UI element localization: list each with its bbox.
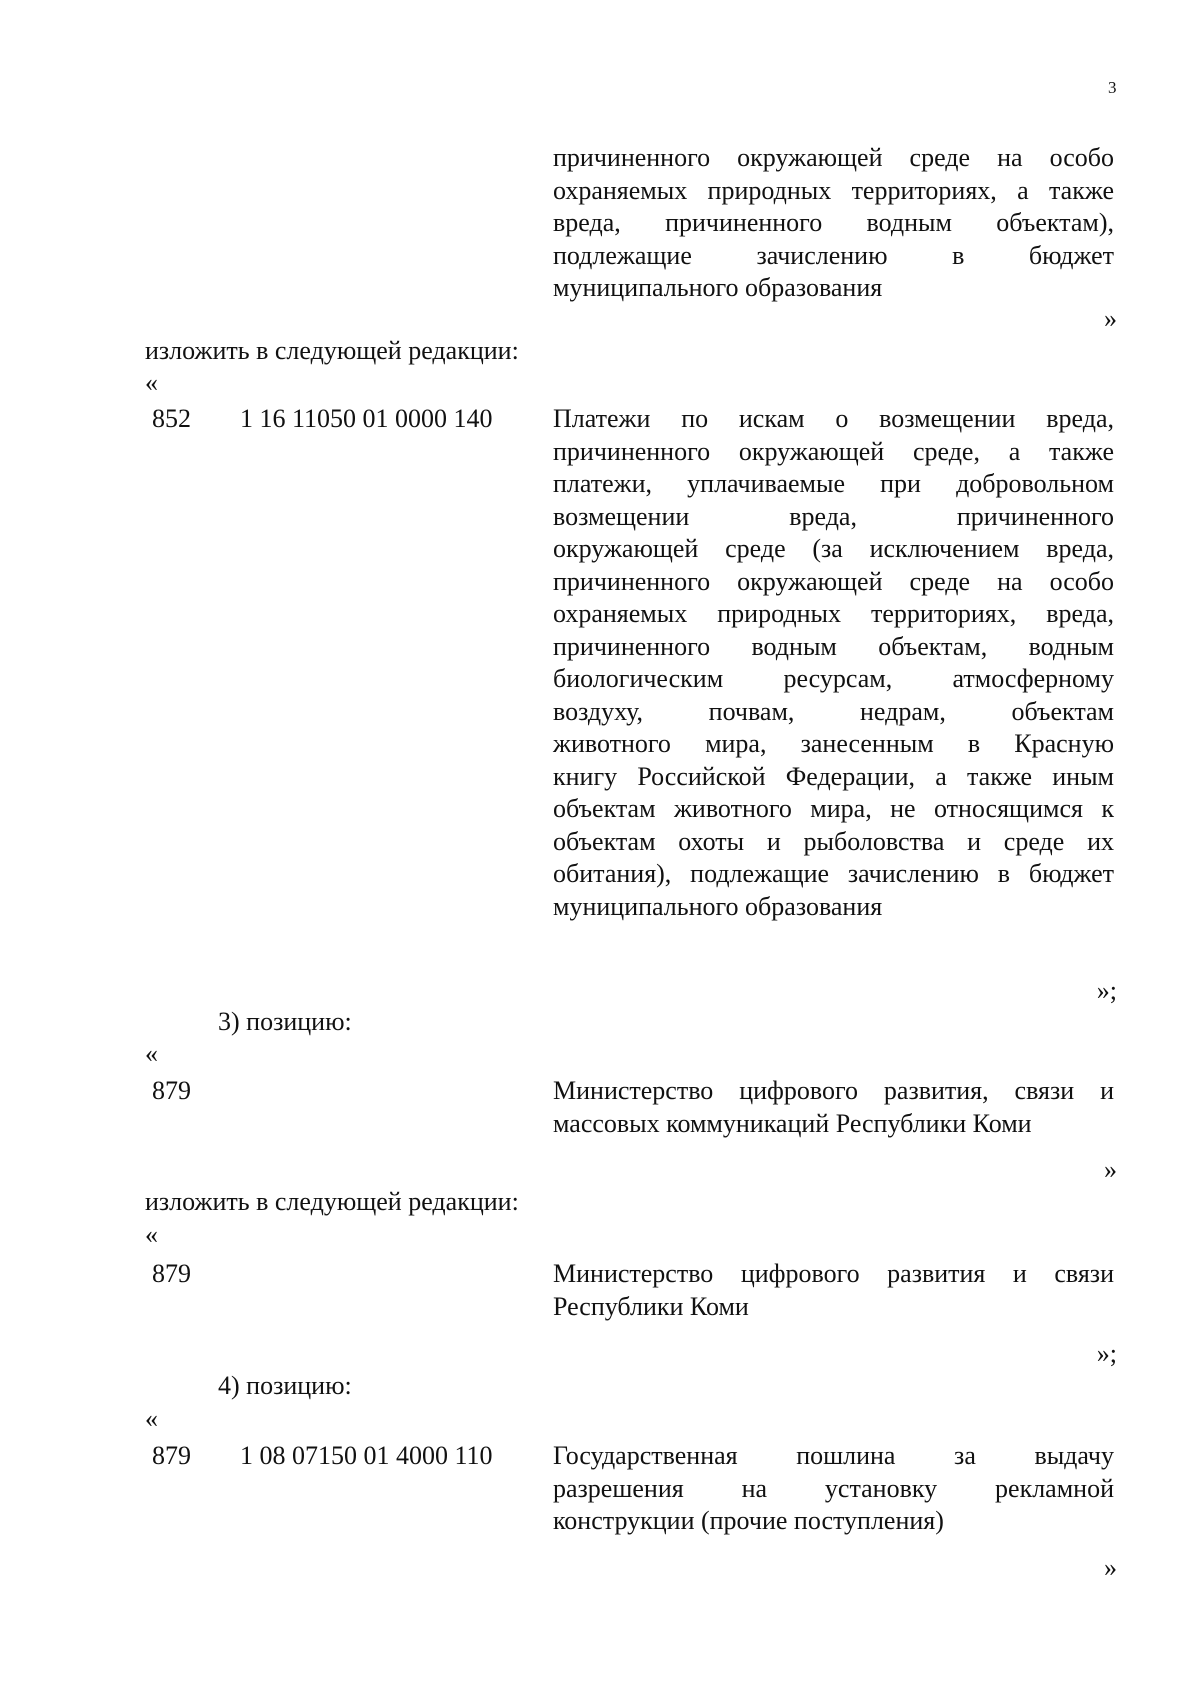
item-label: 4) позицию:	[218, 1371, 352, 1400]
row-description	[553, 1440, 1114, 1538]
kbk-code: 1 16 11050 01 0000 140	[240, 404, 493, 433]
top-description	[553, 142, 1114, 305]
admin-code: 879	[152, 1441, 191, 1470]
text-line: Платежи по искам о возмещении вреда,	[553, 404, 1114, 433]
intro-text: изложить в следующей редакции:	[145, 1187, 519, 1216]
close-quote: »	[1104, 1553, 1117, 1582]
text-line: массовых коммуникаций Республики Коми	[553, 1108, 1032, 1138]
text-line: Министерство цифрового развития и связи	[553, 1259, 1114, 1288]
page-number: 3	[1108, 78, 1117, 97]
admin-code: 879	[152, 1259, 191, 1288]
text-line: биологическим ресурсам, атмосферному	[553, 664, 1114, 693]
text-line: объектам животного мира, не относящимся к	[553, 794, 1114, 823]
text-line: книгу Российской Федерации, а также иным	[553, 761, 1114, 791]
text-line: окружающей среде (за исключением вреда,	[553, 534, 1114, 563]
intro-text: изложить в следующей редакции:	[145, 336, 519, 365]
open-quote: «	[145, 368, 158, 397]
text-line: воздуху, почвам, недрам, объектам	[553, 696, 1114, 726]
text-line: Республики Коми	[553, 1291, 749, 1321]
text-line: вреда, причиненного водным объектам),	[553, 208, 1114, 237]
close-quote: »	[1104, 1155, 1117, 1184]
admin-code: 879	[152, 1076, 191, 1105]
text-line: причиненного окружающей среде, а также	[553, 436, 1114, 466]
close-quote: »;	[1096, 976, 1117, 1005]
text-line: муниципального образования	[553, 891, 883, 921]
row-description	[553, 1075, 1114, 1140]
text-line: объектам охоты и рыболовства и среде их	[553, 826, 1114, 856]
text-line: Министерство цифрового развития, связи и	[553, 1076, 1114, 1105]
row-description	[553, 403, 1114, 923]
text-line: охраняемых природных территориях, вреда,	[553, 599, 1114, 628]
text-line: причиненного окружающей среде на особо	[553, 566, 1114, 596]
open-quote: «	[145, 1220, 158, 1249]
item-label: 3) позицию:	[218, 1007, 352, 1036]
text-line: причиненного окружающей среде на особо	[553, 143, 1114, 172]
row-description	[553, 1258, 1114, 1323]
open-quote: «	[145, 1404, 158, 1433]
text-line: муниципального образования	[553, 273, 883, 302]
text-line: обитания), подлежащие зачислению в бюджет	[553, 859, 1114, 888]
text-line: животного мира, занесенным в Красную	[553, 729, 1114, 758]
admin-code: 852	[152, 404, 191, 433]
text-line: разрешения на установку рекламной	[553, 1473, 1114, 1503]
text-line: возмещении вреда, причиненного	[553, 501, 1114, 531]
close-quote: »	[1104, 304, 1117, 333]
text-line: подлежащие зачислению в бюджет	[553, 240, 1114, 270]
close-quote: »;	[1096, 1339, 1117, 1368]
text-line: конструкции (прочие поступления)	[553, 1506, 944, 1535]
text-line: Государственная пошлина за выдачу	[553, 1441, 1114, 1470]
open-quote: «	[145, 1039, 158, 1068]
text-line: платежи, уплачиваемые при добровольном	[553, 469, 1114, 498]
text-line: охраняемых природных территориях, а также	[553, 175, 1114, 205]
kbk-code: 1 08 07150 01 4000 110	[240, 1441, 493, 1470]
text-line: причиненного водным объектам, водным	[553, 631, 1114, 661]
